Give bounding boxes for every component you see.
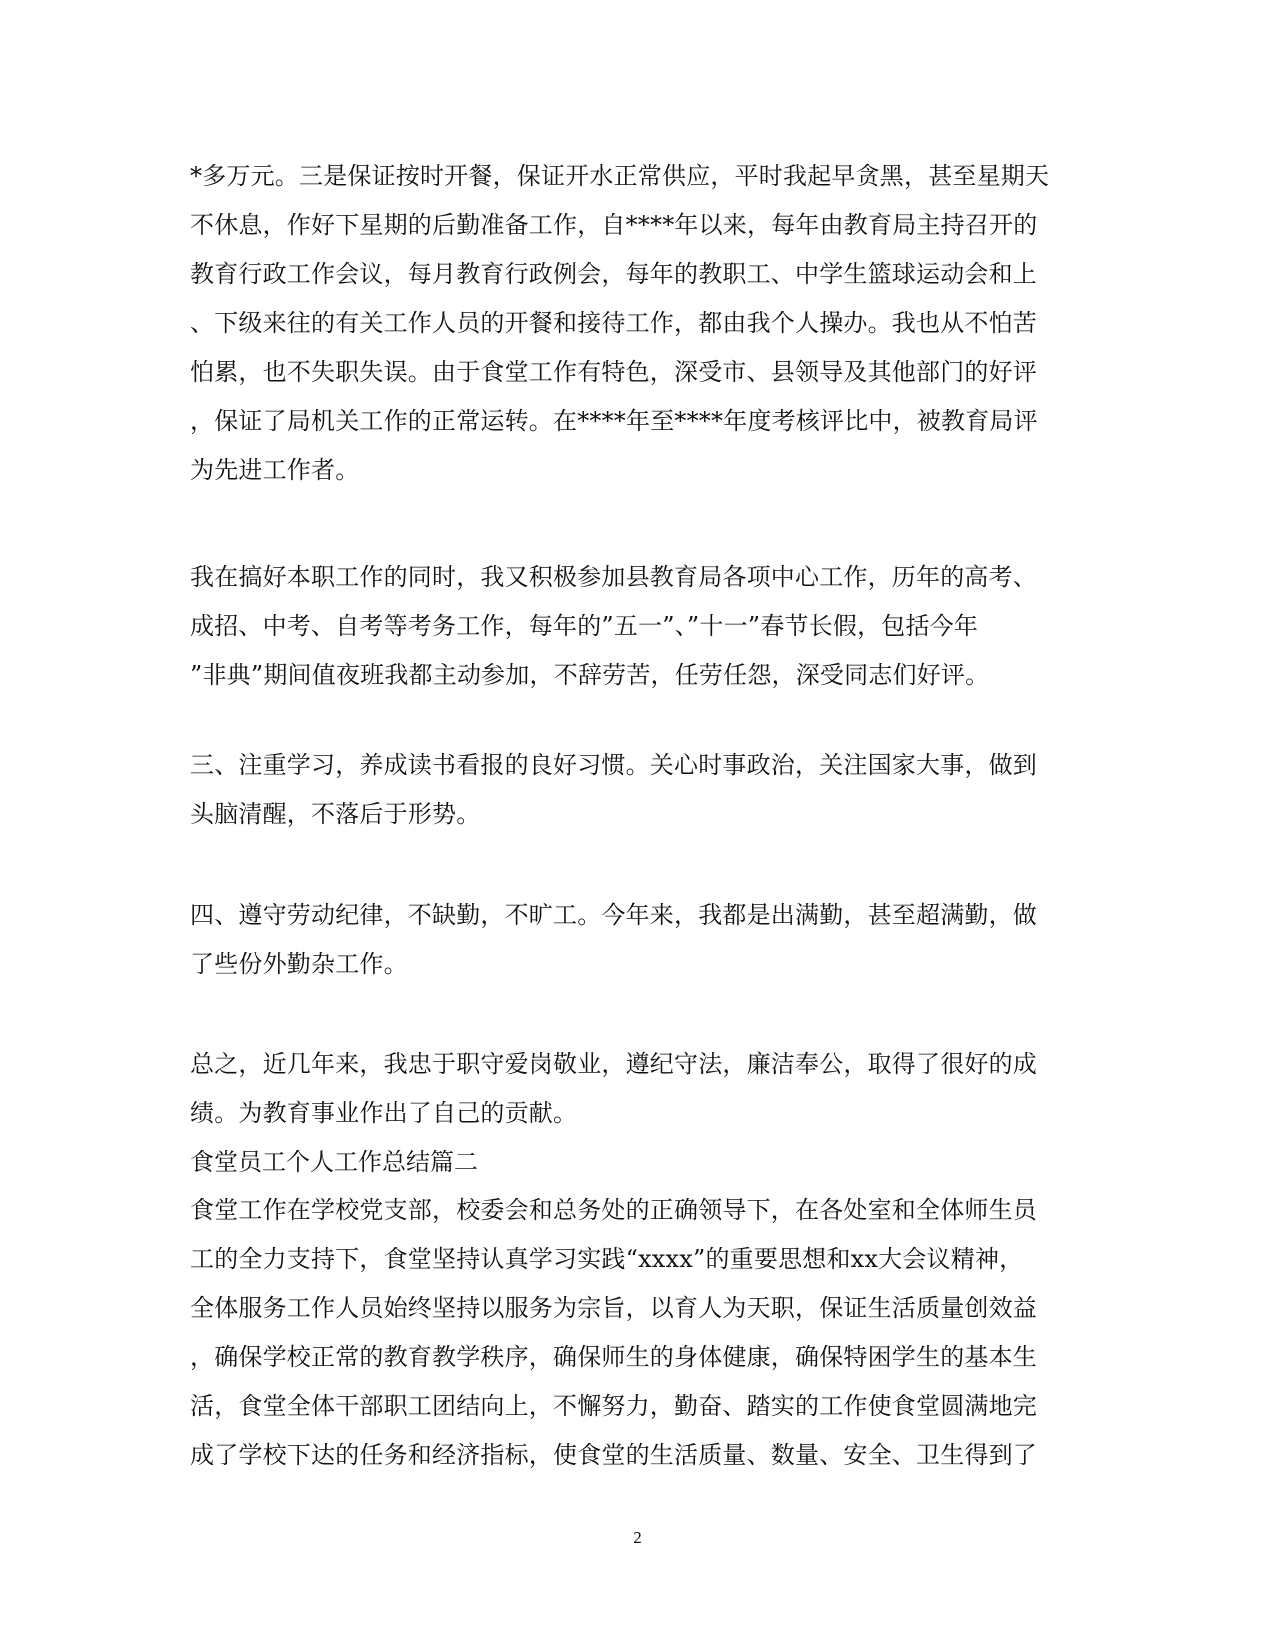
text-line: 头脑清醒，不落后于形势。 [190,800,481,828]
text-line: 工的全力支持下，食堂坚持认真学习实践“xxxx”的重要思想和xx大会议精神， [190,1245,1024,1273]
text-line: 为先进工作者。 [190,456,360,484]
text-line: 全体服务工作人员始终坚持以服务为宗旨，以育人为天职，保证生活质量创效益 [190,1294,1037,1322]
paragraph-canteen-summary [190,1186,1080,1480]
paragraph-study [190,741,1080,839]
page-number: 2 [633,1528,642,1547]
text-line: 绩。为教育事业作出了自己的贡献。 [190,1099,578,1127]
text-line: 活，食堂全体干部职工团结向上，不懈努力，勤奋、踏实的工作使食堂圆满地完 [190,1392,1037,1420]
section-heading: 食堂员工个人工作总结篇二 [190,1148,478,1176]
paragraph-canteen-achievements [190,152,1080,495]
text-line: *多万元。三是保证按时开餐，保证开水正常供应，平时我起早贪黑，甚至星期天 [190,162,1050,190]
text-line: 总之，近几年来，我忠于职守爱岗敬业，遵纪守法，廉洁奉公，取得了很好的成 [190,1050,1037,1078]
text-line: 成招、中考、自考等考务工作，每年的”五一”、”十一”春节长假，包括今年 [190,612,979,640]
text-line: 三、注重学习，养成读书看报的良好习惯。关心时事政治，关注国家大事，做到 [190,751,1037,779]
paragraph-central-work [190,553,1080,700]
text-line: 食堂工作在学校党支部，校委会和总务处的正确领导下，在各处室和全体师生员 [190,1196,1037,1224]
text-line: 不休息，作好下星期的后勤准备工作，自****年以来，每年由教育局主持召开的 [190,211,1038,239]
text-line: 怕累，也不失职失误。由于食堂工作有特色，深受市、县领导及其他部门的好评 [190,358,1037,386]
text-line: 了些份外勤杂工作。 [190,950,408,978]
text-line: ，确保学校正常的教育教学秩序，确保师生的身体健康，确保特困学生的基本生 [190,1343,1037,1371]
text-line: ”非典”期间值夜班我都主动参加，不辞劳苦，任劳任怨，深受同志们好评。 [190,661,990,689]
text-line: 我在搞好本职工作的同时，我又积极参加县教育局各项中心工作，历年的高考、 [190,563,1037,591]
paragraph-conclusion [190,1040,1080,1138]
text-line: 四、遵守劳动纪律，不缺勤，不旷工。今年来，我都是出满勤，甚至超满勤，做 [190,901,1037,929]
text-line: 教育行政工作会议，每月教育行政例会，每年的教职工、中学生篮球运动会和上 [190,260,1037,288]
text-line: 、下级来往的有关工作人员的开餐和接待工作，都由我个人操办。我也从不怕苦 [190,309,1037,337]
paragraph-discipline [190,891,1080,989]
text-line: 成了学校下达的任务和经济指标，使食堂的生活质量、数量、安全、卫生得到了 [190,1441,1037,1469]
text-line: ，保证了局机关工作的正常运转。在****年至****年度考核评比中，被教育局评 [190,407,1038,435]
